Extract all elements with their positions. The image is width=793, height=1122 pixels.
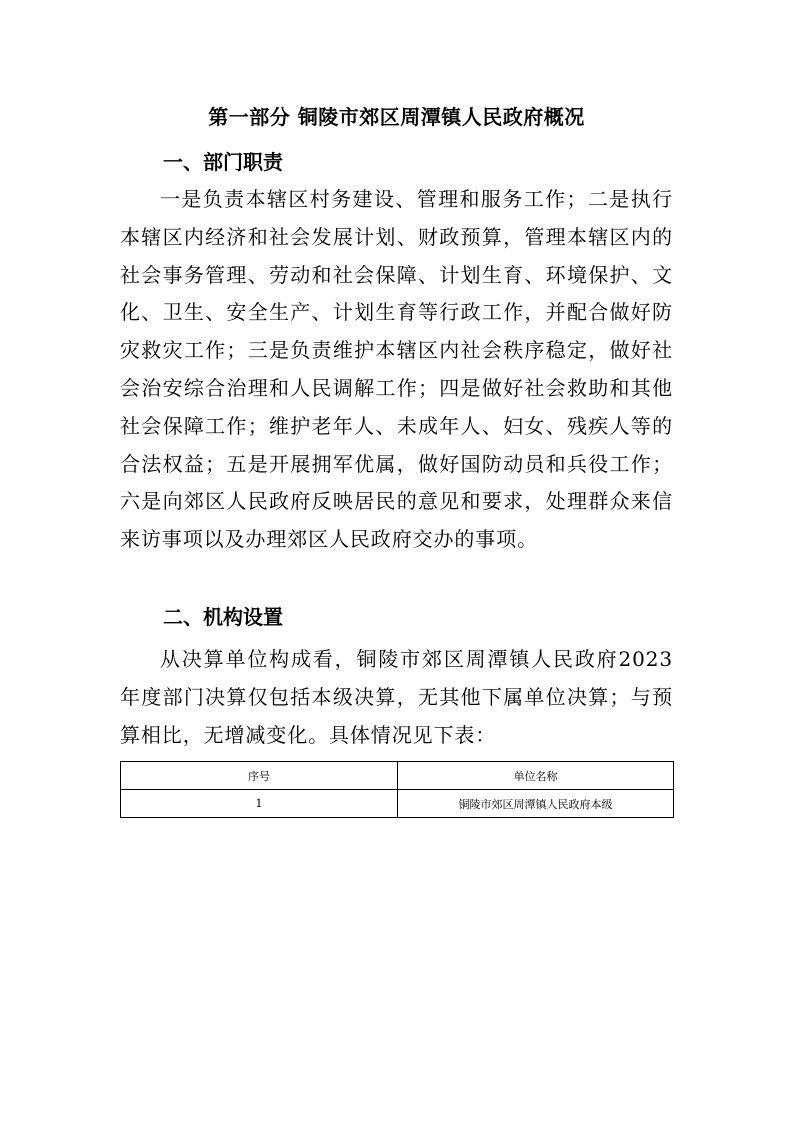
section-heading-duties: 一、部门职责: [163, 150, 283, 174]
table-header-row: [121, 762, 674, 790]
units-table: [120, 761, 674, 818]
table-row: [121, 790, 674, 818]
cell-serial-number: 1: [121, 790, 398, 818]
cell-unit-name: 铜陵市郊区周潭镇人民政府本级: [398, 790, 674, 818]
header-unit-name: 单位名称: [398, 762, 674, 790]
section-heading-organization: 二、机构设置: [163, 605, 283, 629]
organization-paragraph: 从决算单位构成看，铜陵市郊区周潭镇人民政府2023年度部门决算仅包括本级决算，无其他下属单位决算；与预算相比，无增减变化。具体情况见下表：: [120, 647, 673, 747]
header-serial-number: 序号: [121, 762, 398, 790]
page-title: 第一部分 铜陵市郊区周潭镇人民政府概况: [208, 105, 585, 129]
duties-paragraph: 一是负责本辖区村务建设、管理和服务工作；二是执行本辖区内经济和社会发展计划、财政预算，管理本辖区内的社会事务管理、劳动和社会保障、计划生育、环境保护、文化、卫生、安全生产、计划生育等行政工作，并配合做好防灾救灾工作；三是负责维护本辖区内社会秩序稳定，做好社会治安综合治理和人民调解工作；四是做好社会救助和其他社会保障工作；维护老年人、未成年人、妇女、残疾人等的合法权益；五是开展拥军优属，做好国防动员和兵役工作；六是向郊区人民政府反映居民的意见和要求，处理群众来信来访事项以及办理郊区人民政府交办的事项。: [120, 187, 673, 552]
